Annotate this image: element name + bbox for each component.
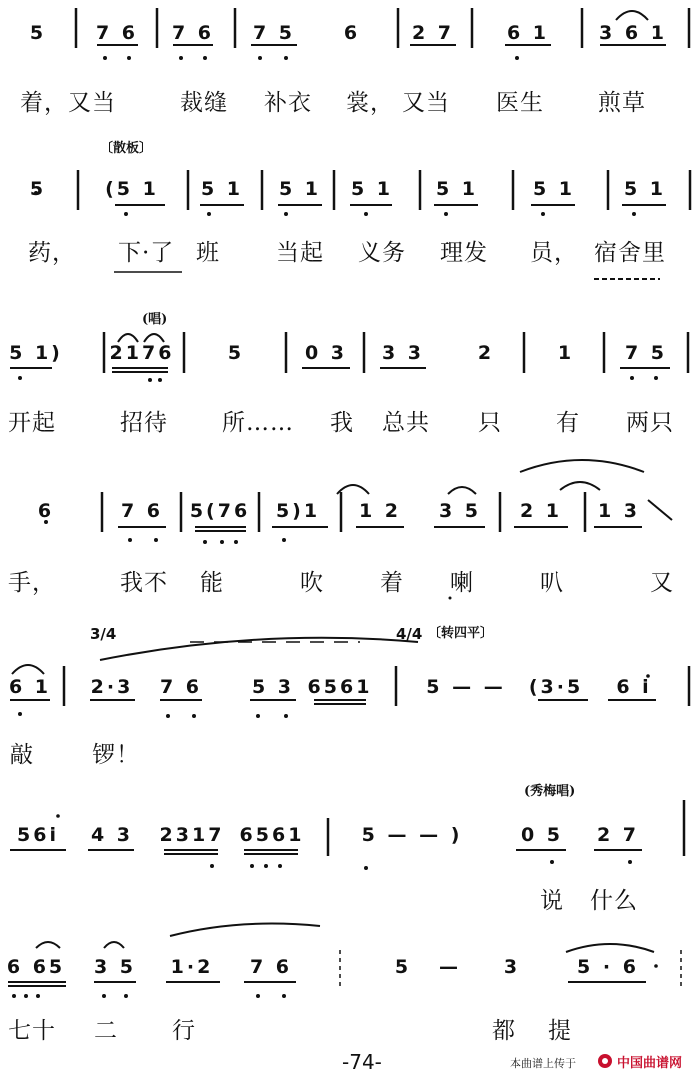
lyric: 员， (530, 240, 578, 266)
note-group: 7 6 (159, 676, 203, 698)
site-logo-icon (597, 1053, 613, 1069)
note-group: 2·3 (90, 676, 134, 698)
lyric: 喇 (450, 570, 474, 596)
note-group: 5 1 (532, 178, 576, 200)
note-group: 2 7 (596, 824, 640, 846)
lyric: 说 (540, 888, 564, 914)
lyric: 义务 (358, 240, 406, 266)
page-number: -74- (342, 1050, 382, 1074)
lyric: 提 (548, 1018, 572, 1044)
note-group: 1·2 (170, 956, 214, 978)
lyric: 锣！ (92, 742, 140, 768)
lyric: 我不 (120, 570, 168, 596)
lyric: 什么 (590, 888, 638, 914)
lyric: 下·了 (118, 240, 175, 266)
note-group: 4 3 (90, 824, 134, 846)
lyric: 煎草 (598, 90, 646, 116)
note-group: 5 — — (426, 676, 506, 698)
lyric: 药， (28, 240, 76, 266)
singer-annotation: (秀梅唱) (524, 784, 576, 799)
note-group: 7 5 (624, 342, 668, 364)
note-group: 7 6 (171, 22, 215, 44)
note-group: 6 65 (6, 956, 66, 978)
note-group: 56i (17, 824, 59, 846)
note-group: 6 (37, 500, 55, 522)
lyric: 开起 (8, 410, 56, 436)
lyric: 只 (478, 410, 502, 436)
lyric: 行 (172, 1018, 196, 1044)
lyric: 又 (650, 570, 674, 596)
note-group: 1 2 (358, 500, 402, 522)
note-group: 5 — — ) (361, 824, 463, 846)
note-group: 5 1 (435, 178, 479, 200)
note-group: 5 1 (278, 178, 322, 200)
note-group: (3·5 (528, 676, 584, 698)
tempo-annotation: 〔转四平〕 (428, 626, 494, 641)
note-group: 0 5 (520, 824, 564, 846)
upload-note: 本曲谱上传于 (510, 1057, 576, 1070)
lyric: 手， (8, 570, 56, 596)
lyric: 叭 (540, 570, 564, 596)
lyric: 班 (196, 240, 220, 266)
note-group: 3 5 (438, 500, 482, 522)
lyric: 所…… (222, 410, 294, 436)
note-group: 2 (477, 342, 495, 364)
singing-annotation: (唱) (142, 312, 168, 327)
note-group: 1 (557, 342, 575, 364)
note-group: 6 i (616, 676, 652, 698)
note-group: 5 (29, 22, 47, 44)
note-group: 6561 (239, 824, 305, 846)
note-group: 5 (29, 178, 47, 200)
note-group: 5(76 (189, 500, 251, 522)
note-group: 6 1 (506, 22, 550, 44)
note-group: 5 (227, 342, 245, 364)
note-group: — (439, 956, 461, 978)
note-group: 5 3 (251, 676, 295, 698)
lyric: 吹 (300, 570, 324, 596)
note-group: 3 5 (93, 956, 137, 978)
note-group: (5 1 (105, 178, 159, 200)
lyric: 有 (556, 410, 580, 436)
note-group: 5)1 (275, 500, 321, 522)
lyric: 裳， (346, 90, 394, 116)
lyric: 当起 (276, 240, 324, 266)
note-group: 7 6 (95, 22, 139, 44)
lyric: 敲 (10, 742, 34, 768)
note-group: 6561 (307, 676, 373, 698)
lyric: 我 (330, 410, 354, 436)
note-group: 7 6 (120, 500, 164, 522)
note-group: 2317 (159, 824, 225, 846)
lyric: 补衣 (264, 90, 312, 116)
note-group: 5 1 (200, 178, 244, 200)
note-group: 6 (343, 22, 361, 44)
note-group: 3 3 (381, 342, 425, 364)
lyric: 医生 (496, 90, 544, 116)
note-group: 5 1 (350, 178, 394, 200)
tempo-annotation: 〔散板〕 (100, 141, 153, 156)
note-group: 1 3 (597, 500, 641, 522)
note-group: 2 1 (519, 500, 563, 522)
note-group: 6 1 (8, 676, 52, 698)
note-group: 5 · 6 (577, 956, 639, 978)
lyric: 又当 (402, 90, 450, 116)
lyric: 能 (200, 570, 224, 596)
site-name[interactable]: 中国曲谱网 (617, 1056, 683, 1071)
lyric: 理发 (440, 240, 488, 266)
lyric: 着 (380, 570, 404, 596)
time-signature: 4/4 (396, 625, 423, 643)
lyric: 裁缝 (180, 90, 228, 116)
time-signature: 3/4 (90, 625, 117, 643)
note-group: 7 6 (249, 956, 293, 978)
note-group: 3 6 1 (599, 22, 667, 44)
lyric: 二 (94, 1018, 118, 1044)
note-group: 2176 (109, 342, 175, 364)
note-group: 3 (503, 956, 521, 978)
lyric: 招待 (120, 410, 168, 436)
note-group: 7 5 (252, 22, 296, 44)
note-group: 5 1 (623, 178, 667, 200)
lyric: 七十 (8, 1018, 56, 1044)
note-group: 2 7 (411, 22, 455, 44)
note-group: 0 3 (304, 342, 348, 364)
lyric: 着，又当 (20, 90, 116, 116)
note-group: 5 (394, 956, 412, 978)
lyric: 宿舍里 (594, 240, 666, 266)
lyric: 两只 (626, 410, 674, 436)
lyric: 总共 (382, 410, 430, 436)
lyric: 都 (492, 1018, 516, 1044)
note-group: 5 1) (9, 342, 63, 364)
